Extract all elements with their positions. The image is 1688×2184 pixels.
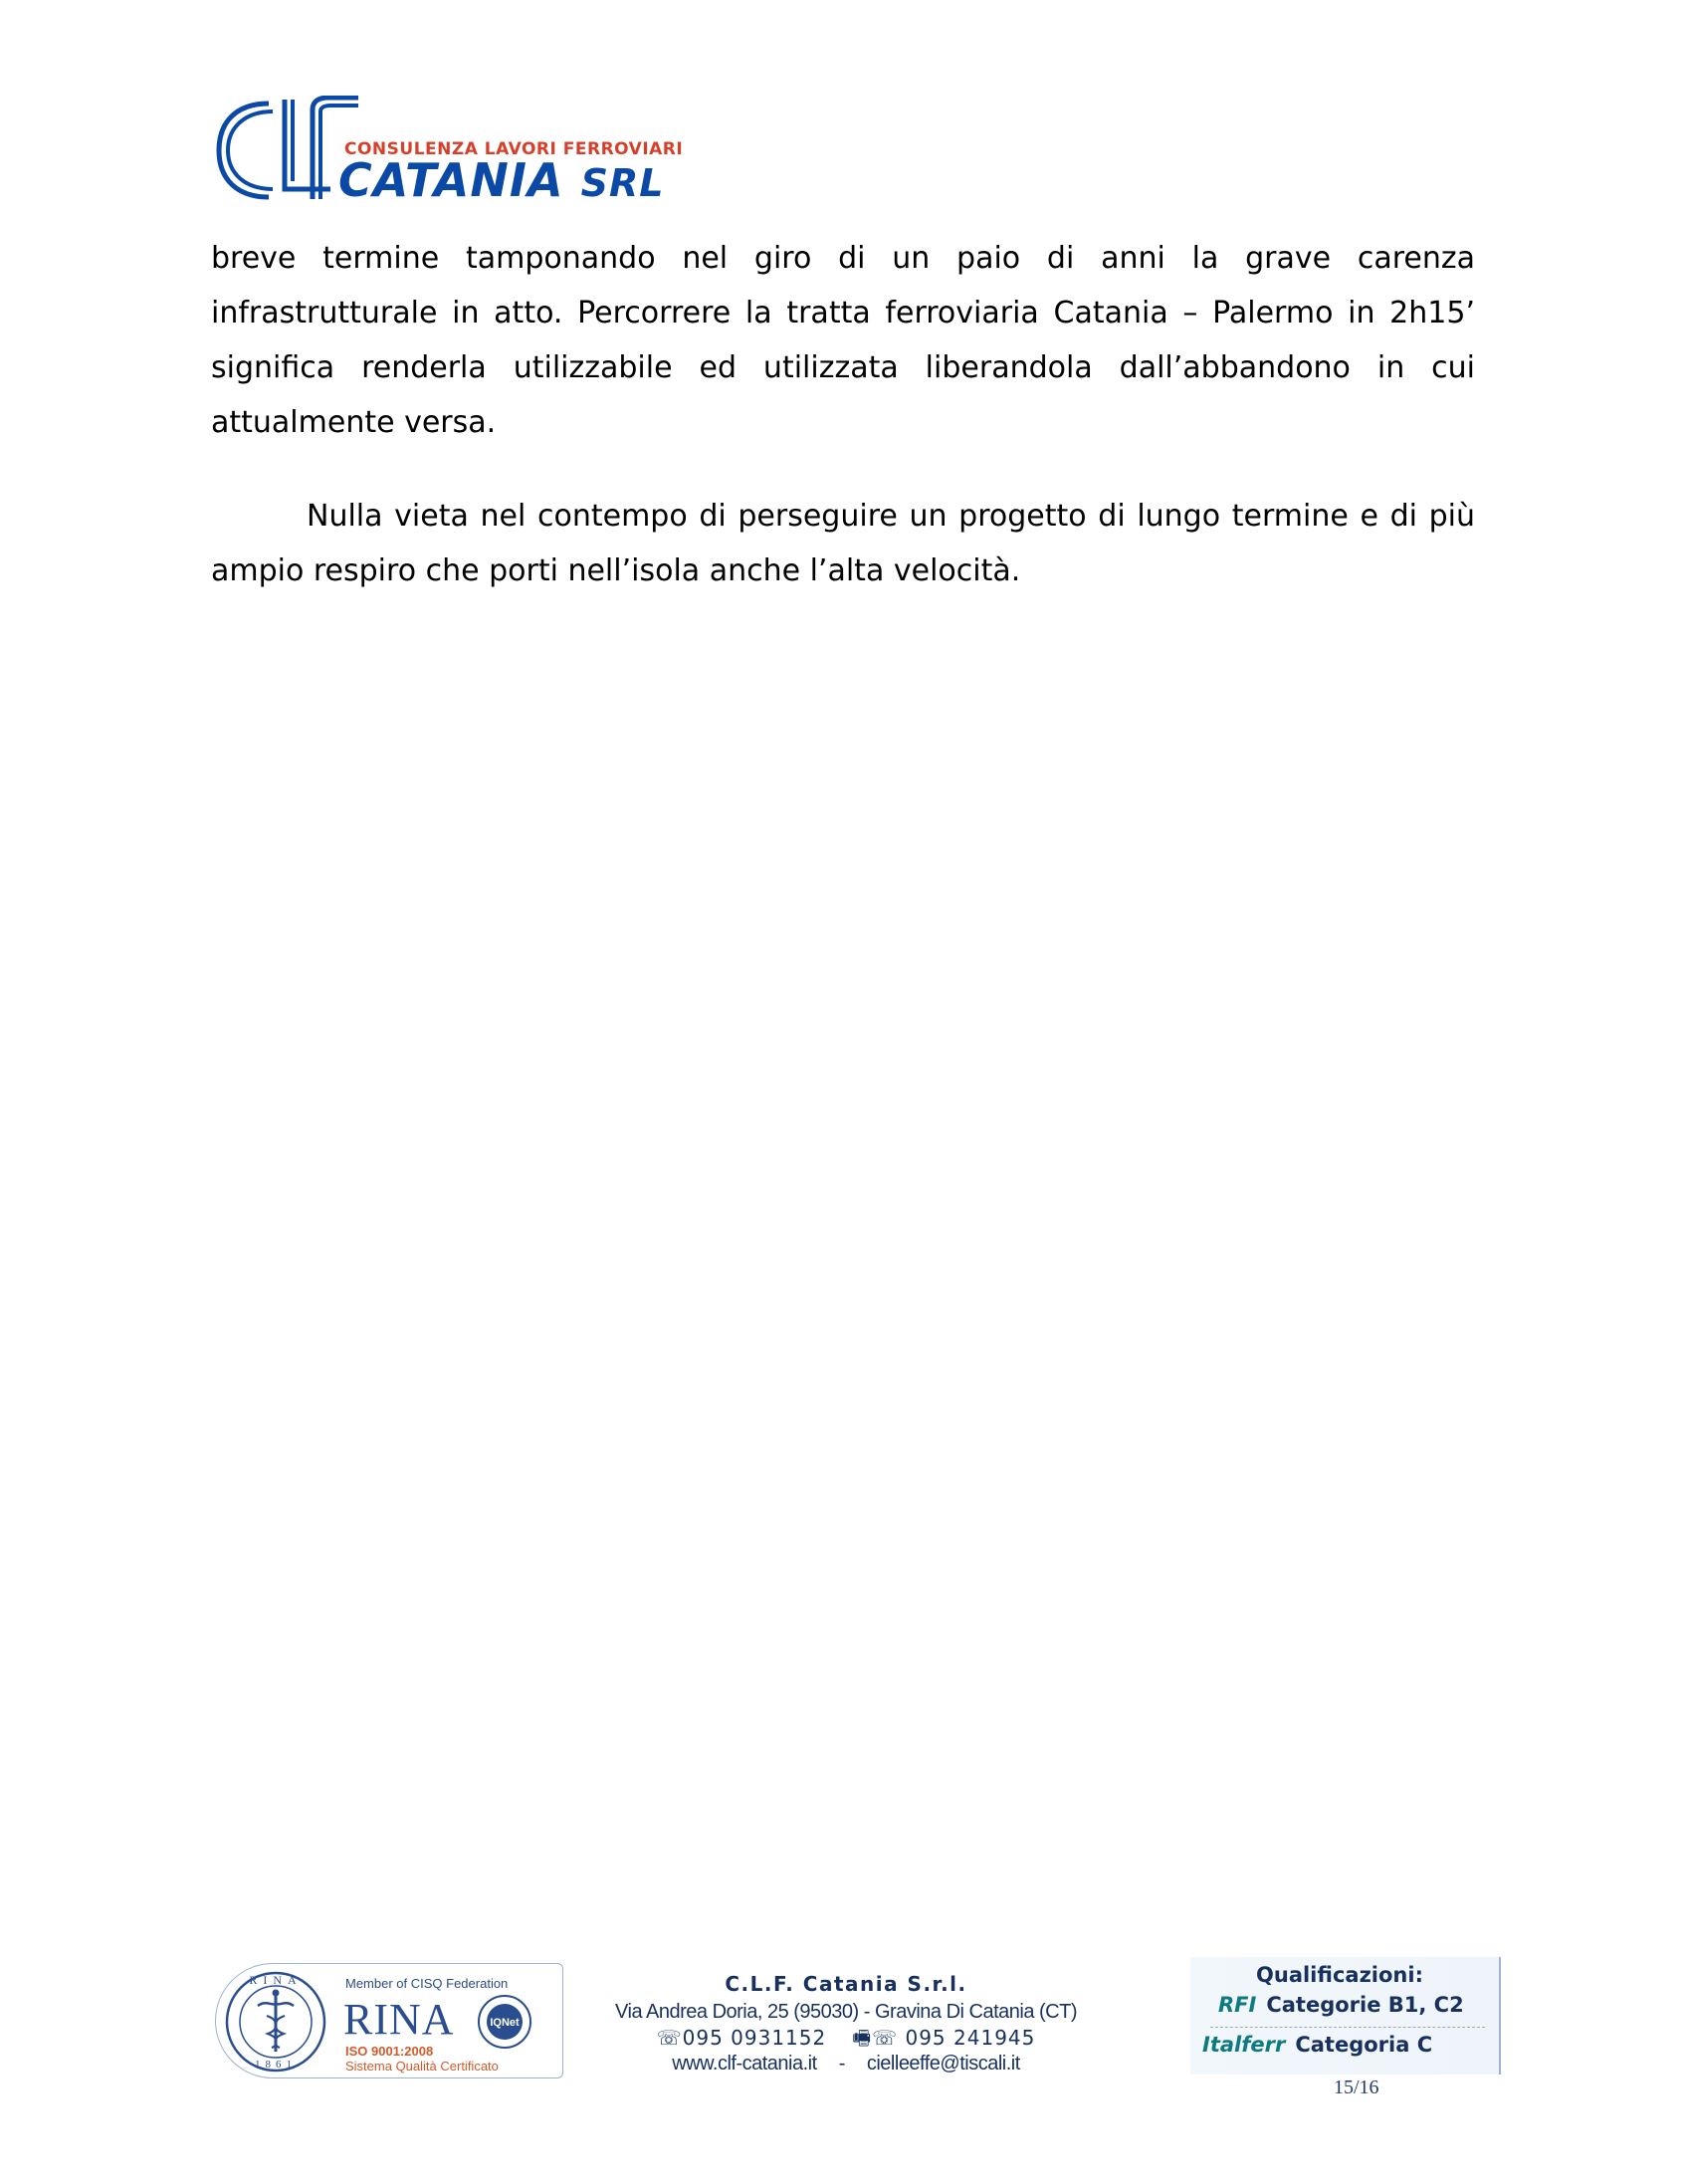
company-name: C.L.F. Catania S.r.l.	[725, 1972, 967, 1996]
rina-name: RINA	[343, 1995, 455, 2044]
logo-brand-name: CATANIA	[338, 153, 564, 207]
rina-member-text: Member of CISQ Federation	[345, 1976, 509, 1991]
qualifications-box	[1190, 1957, 1501, 2075]
phone-fax-line	[597, 2025, 1095, 2051]
logo-brand	[338, 153, 664, 207]
company-address: Via Andrea Doria, 25 (95030) - Gravina Di Catania (CT)	[615, 2001, 1077, 2023]
rina-seal-icon	[224, 1970, 327, 2074]
phone-icon: ☏	[656, 2026, 683, 2050]
iqnet-badge-icon	[477, 1994, 532, 2050]
phone-number: 095 0931152	[682, 2026, 827, 2050]
italferr-value: Categoria C	[1295, 2033, 1433, 2057]
rina-certification-badge	[215, 1963, 563, 2078]
italferr-qualification	[1202, 2033, 1432, 2057]
seal-text: RINA	[249, 1973, 303, 1987]
company-contact-block	[597, 1969, 1095, 2076]
page-number: 15/16	[1334, 2076, 1379, 2098]
logo-tagline: CONSULENZA LAVORI FERROVIARI	[344, 139, 684, 159]
rfi-value: Categorie B1, C2	[1266, 1993, 1464, 2017]
paragraph-1: breve termine tamponando nel giro di un paio di anni la grave carenza infrastrutturale in atto. Percorrere la tratta ferroviaria Catania – Palermo in 2h15’ significa renderla utilizzabile ed utilizzata liberandola dall’abbandono in cui attualmente versa.	[211, 241, 1475, 440]
qualifications-title: Qualificazioni:	[1256, 1963, 1423, 1987]
web-email-separator: -	[838, 2053, 845, 2075]
email-link[interactable]: cielleeffe@tiscali.it	[866, 2053, 1020, 2075]
rina-quality-text: Sistema Qualità Certificato	[345, 2059, 499, 2074]
iqnet-label: IQNet	[490, 2017, 520, 2029]
rfi-label: RFI	[1218, 1993, 1257, 2017]
rfi-qualification	[1218, 1993, 1464, 2017]
rina-iso-standard: ISO 9001:2008	[345, 2044, 434, 2059]
paragraph-2: Nulla vieta nel contempo di perseguire un progetto di lungo termine e di più ampio respiro che porti nell’isola anche l’alta velocità.	[211, 499, 1475, 588]
fax-icon: 🖷☏	[852, 2026, 899, 2050]
website-link[interactable]: www.clf-catania.it	[672, 2053, 817, 2075]
qualifications-divider	[1210, 2027, 1485, 2028]
logo-brand-suffix: SRL	[580, 161, 665, 205]
document-body	[211, 231, 1475, 598]
web-email-line	[597, 2051, 1095, 2076]
fax-number: 095 241945	[905, 2026, 1036, 2050]
company-logo	[211, 96, 684, 207]
seal-year: 1861	[255, 2059, 297, 2071]
italferr-label: Italferr	[1202, 2033, 1286, 2057]
